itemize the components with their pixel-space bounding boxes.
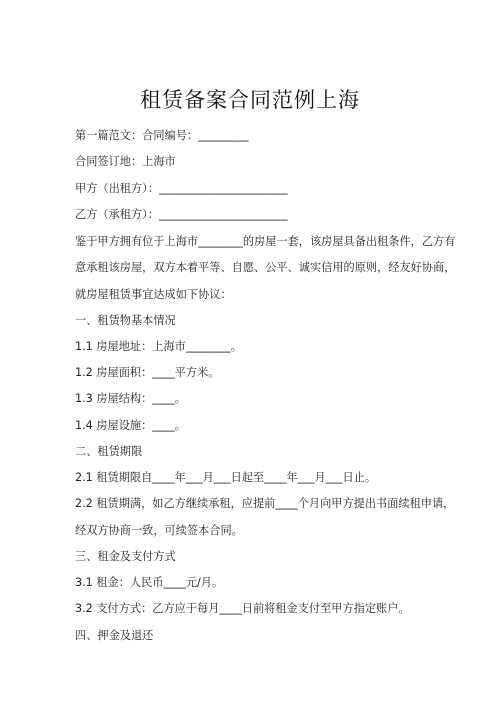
party-a-line: 甲方（出租方）：_______________________ (75, 182, 288, 195)
clause-3-1: 3.1 租金：人民币____元/月。 (75, 576, 224, 589)
clause-1-2: 1.2 房屋面积：____平方米。 (75, 366, 220, 379)
clause-2-2: 2.2 租赁期满，如乙方继续承租，应提前____个月向甲方提出书面续租申请， (75, 497, 455, 510)
clause-2-2-continued: 经双方协商一致，可续签本合同。 (75, 524, 243, 537)
clause-1-4: 1.4 房屋设施：____。 (75, 419, 186, 432)
clause-1-3: 1.3 房屋结构：____。 (75, 392, 186, 405)
section-heading-4: 四、押金及退还 (75, 629, 154, 642)
preamble-line-3: 就房屋租赁事宜达成如下协议： (75, 288, 232, 301)
contract-number-line: 第一篇范文：合同编号：_________ (75, 129, 249, 142)
party-b-line: 乙方（承租方）：_______________________ (75, 208, 288, 221)
preamble-line-2: 意承租该房屋，双方本着平等、自愿、公平、诚实信用的原则，经友好协商， (75, 261, 456, 274)
document-title: 租赁备案合同范例上海 (140, 88, 360, 112)
signing-place-line: 合同签订地：上海市 (75, 155, 176, 168)
clause-3-2: 3.2 支付方式：乙方应于每月____日前将租金支付至甲方指定账户。 (75, 602, 410, 615)
clause-2-1: 2.1 租赁期限自____年___月___日起至____年___月___日止。 (75, 471, 377, 484)
clause-1-1: 1.1 房屋地址：上海市________。 (75, 340, 242, 353)
section-heading-1: 一、租赁物基本情况 (75, 314, 176, 327)
preamble-line-1: 鉴于甲方拥有位于上海市________的房屋一套，该房屋具备出租条件，乙方有 (75, 235, 456, 248)
section-heading-3: 三、租金及支付方式 (75, 550, 176, 563)
section-heading-2: 二、租赁期限 (75, 445, 143, 458)
